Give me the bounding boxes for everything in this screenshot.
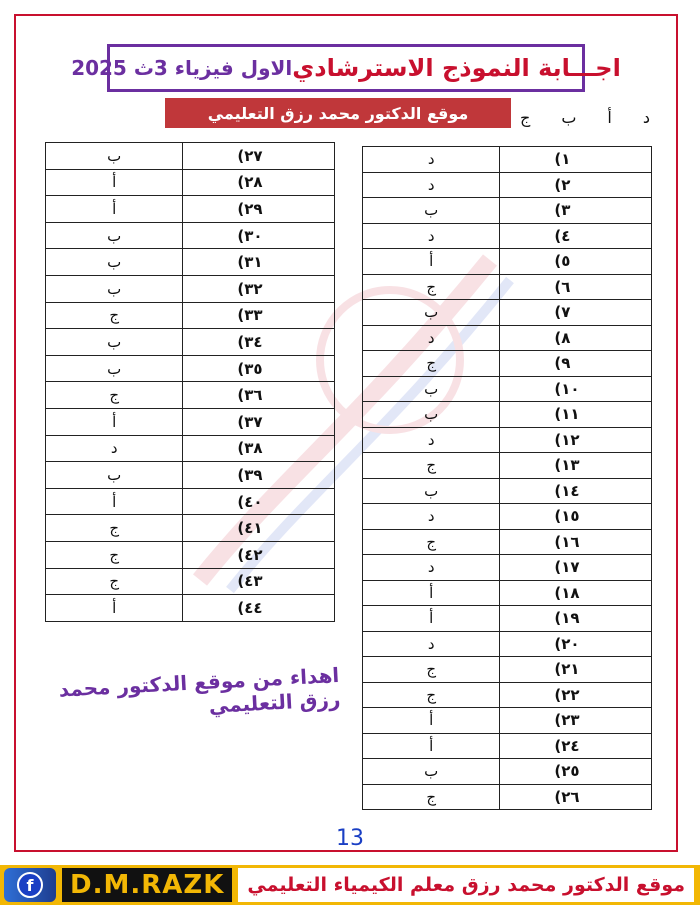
answer-letter: أ <box>46 196 183 223</box>
question-number: ٢٤) <box>500 733 652 759</box>
answer-letter: ب <box>46 143 183 170</box>
answer-row <box>46 462 335 489</box>
answer-row <box>46 595 335 622</box>
answer-row <box>46 355 335 382</box>
question-number: ٤٣) <box>183 568 335 595</box>
answer-letter: ج <box>363 453 500 479</box>
answer-letter: د <box>363 504 500 530</box>
answer-row <box>363 504 652 530</box>
answer-letter: أ <box>363 708 500 734</box>
question-number: ١١) <box>500 402 652 428</box>
answer-row <box>46 515 335 542</box>
answer-row <box>46 568 335 595</box>
answer-row <box>363 733 652 759</box>
question-number: ٣٩) <box>183 462 335 489</box>
answer-row <box>363 351 652 377</box>
question-number: ٤) <box>500 223 652 249</box>
answer-letter: د <box>46 435 183 462</box>
answer-row <box>363 427 652 453</box>
answer-letter: أ <box>363 606 500 632</box>
answer-row <box>363 198 652 224</box>
answer-letter: ب <box>46 275 183 302</box>
answer-row <box>363 631 652 657</box>
answer-letter: د <box>363 325 500 351</box>
answer-row <box>46 196 335 223</box>
choice-label: ب <box>561 108 577 127</box>
answer-row <box>363 580 652 606</box>
answer-row <box>46 541 335 568</box>
answer-letter: ج <box>363 784 500 810</box>
answer-letter: ج <box>363 351 500 377</box>
answer-letter: أ <box>46 169 183 196</box>
answers-table-right <box>362 146 652 810</box>
question-number: ٣٣) <box>183 302 335 329</box>
answer-row <box>46 222 335 249</box>
answer-letter: أ <box>46 408 183 435</box>
facebook-logo[interactable] <box>4 868 56 902</box>
question-number: ٢) <box>500 172 652 198</box>
answer-letter: ب <box>363 198 500 224</box>
question-number: ٢٥) <box>500 759 652 785</box>
answer-letter: ب <box>363 478 500 504</box>
answer-row <box>46 488 335 515</box>
answer-row <box>363 274 652 300</box>
answer-row <box>363 708 652 734</box>
title-part1: اجـــابة النموذج الاسترشادي <box>292 54 621 82</box>
answers-table-left <box>45 142 335 622</box>
answer-row <box>46 382 335 409</box>
question-number: ٢٠) <box>500 631 652 657</box>
page-title <box>71 44 621 92</box>
question-number: ٣٠) <box>183 222 335 249</box>
question-number: ٢٨) <box>183 169 335 196</box>
question-number: ٢٩) <box>183 196 335 223</box>
question-number: ٣٢) <box>183 275 335 302</box>
answer-row <box>363 529 652 555</box>
choice-label: د <box>642 108 650 127</box>
question-number: ٤٤) <box>183 595 335 622</box>
answer-letter: أ <box>46 595 183 622</box>
question-number: ٣٨) <box>183 435 335 462</box>
answer-letter: د <box>363 172 500 198</box>
question-number: ٤٠) <box>183 488 335 515</box>
question-number: ٩) <box>500 351 652 377</box>
answer-row <box>46 249 335 276</box>
answer-letter: ب <box>363 402 500 428</box>
answer-letter: أ <box>46 488 183 515</box>
answer-row <box>363 555 652 581</box>
answer-row <box>46 435 335 462</box>
answer-row <box>46 143 335 170</box>
answer-letter: أ <box>363 580 500 606</box>
answer-row <box>46 408 335 435</box>
answer-letter: ج <box>363 657 500 683</box>
answer-row <box>363 657 652 683</box>
question-number: ١٣) <box>500 453 652 479</box>
answer-letter: ب <box>46 249 183 276</box>
facebook-icon: f <box>17 872 43 898</box>
answer-row <box>363 376 652 402</box>
choice-label: أ <box>607 108 612 127</box>
answer-letter: د <box>363 147 500 173</box>
dedication-text: اهداء من موقع الدكتور محمد رزق التعليمي <box>58 662 342 718</box>
answer-letter: ب <box>46 355 183 382</box>
answer-letter: ب <box>363 759 500 785</box>
title-part2: الاول فيزياء 3ث 2025 <box>71 56 293 80</box>
answer-row <box>363 784 652 810</box>
question-number: ١٦) <box>500 529 652 555</box>
question-number: ١٤) <box>500 478 652 504</box>
answer-letter: ج <box>46 541 183 568</box>
question-number: ٨) <box>500 325 652 351</box>
answer-row <box>46 275 335 302</box>
answer-row <box>363 249 652 275</box>
question-number: ١٠) <box>500 376 652 402</box>
answer-row <box>363 478 652 504</box>
answer-row <box>363 759 652 785</box>
answer-row <box>363 682 652 708</box>
answer-row <box>46 329 335 356</box>
page-number: 13 <box>336 826 364 851</box>
question-number: ٣٤) <box>183 329 335 356</box>
question-number: ٣٧) <box>183 408 335 435</box>
question-number: ٤١) <box>183 515 335 542</box>
question-number: ٣٦) <box>183 382 335 409</box>
question-number: ٢٧) <box>183 143 335 170</box>
question-number: ٢٢) <box>500 682 652 708</box>
answer-letter: ج <box>46 568 183 595</box>
question-number: ١٢) <box>500 427 652 453</box>
question-number: ١) <box>500 147 652 173</box>
question-number: ٣) <box>500 198 652 224</box>
answer-letter: ب <box>46 462 183 489</box>
choices-legend <box>520 108 650 132</box>
answer-row <box>46 169 335 196</box>
answer-row <box>363 453 652 479</box>
answer-letter: ج <box>363 529 500 555</box>
answer-letter: د <box>363 555 500 581</box>
question-number: ٧) <box>500 300 652 326</box>
subtitle-banner: موقع الدكتور محمد رزق التعليمي <box>165 98 511 128</box>
choice-label: ج <box>520 108 531 127</box>
answer-row <box>363 223 652 249</box>
answer-letter: ب <box>363 300 500 326</box>
question-number: ١٩) <box>500 606 652 632</box>
footer-brand: D.M.RAZK <box>62 868 232 902</box>
answer-letter: ب <box>46 222 183 249</box>
answer-row <box>363 402 652 428</box>
question-number: ١٧) <box>500 555 652 581</box>
footer-text: موقع الدكتور محمد رزق معلم الكيمياء التعليمي <box>238 868 694 902</box>
answer-letter: ب <box>363 376 500 402</box>
answer-letter: أ <box>363 249 500 275</box>
question-number: ٣١) <box>183 249 335 276</box>
footer-banner <box>0 865 700 905</box>
question-number: ٢٣) <box>500 708 652 734</box>
answer-letter: ج <box>363 682 500 708</box>
answer-letter: ج <box>46 515 183 542</box>
answer-row <box>46 302 335 329</box>
question-number: ٥) <box>500 249 652 275</box>
answer-letter: أ <box>363 733 500 759</box>
answer-row <box>363 172 652 198</box>
question-number: ٤٢) <box>183 541 335 568</box>
answer-letter: ج <box>363 274 500 300</box>
question-number: ١٥) <box>500 504 652 530</box>
question-number: ٦) <box>500 274 652 300</box>
answer-letter: د <box>363 427 500 453</box>
answer-letter: ج <box>46 382 183 409</box>
answer-letter: ب <box>46 329 183 356</box>
answer-row <box>363 606 652 632</box>
answer-letter: د <box>363 631 500 657</box>
question-number: ١٨) <box>500 580 652 606</box>
answer-letter: د <box>363 223 500 249</box>
answer-letter: ج <box>46 302 183 329</box>
answer-row <box>363 325 652 351</box>
answer-row <box>363 300 652 326</box>
question-number: ٢٦) <box>500 784 652 810</box>
answer-row <box>363 147 652 173</box>
question-number: ٢١) <box>500 657 652 683</box>
question-number: ٣٥) <box>183 355 335 382</box>
